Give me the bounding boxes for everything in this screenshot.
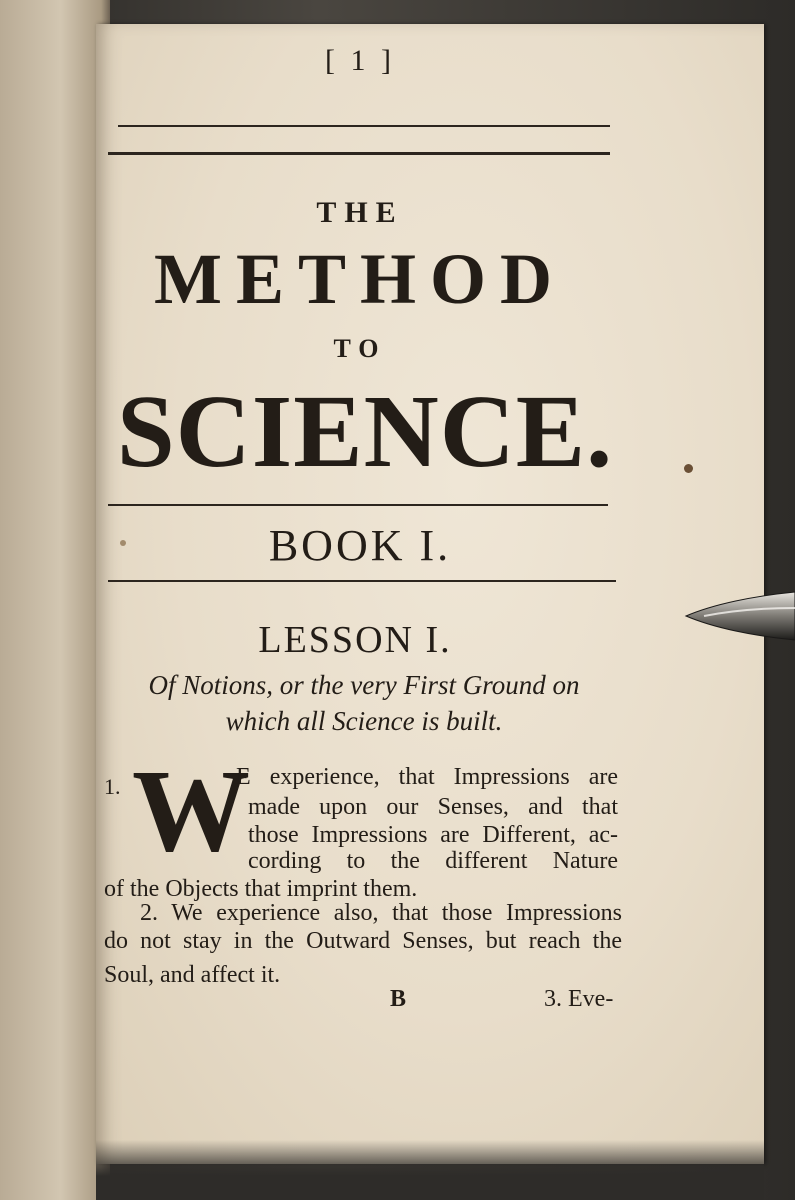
body-line: Soul, and affect it. (104, 962, 281, 988)
lesson-heading: LESSON I. (258, 619, 452, 661)
printer-signature: B (390, 986, 407, 1012)
page-shadow (96, 1140, 764, 1200)
title-line-the: THE (316, 196, 404, 229)
body-line: of the Objects that imprint them. (104, 876, 418, 902)
paragraph-number: 1. (104, 774, 121, 799)
drop-cap: W (132, 745, 250, 876)
lesson-subtitle-line: Of Notions, or the very First Ground on (148, 670, 580, 700)
facing-page-edge (0, 0, 110, 1200)
body-line: made upon our Senses, and that (248, 794, 618, 820)
body-line: do not stay in the Outward Senses, but reach the (104, 928, 622, 954)
body-line: cording to the different Nature (248, 848, 618, 874)
page-number: [ 1 ] (325, 44, 395, 77)
catchword: 3. Eve- (544, 986, 614, 1012)
top-rule-double (108, 152, 610, 155)
section-rule (108, 580, 616, 582)
title-line-science: SCIENCE. (116, 374, 614, 489)
lesson-subtitle-line: which all Science is built. (225, 706, 503, 736)
section-rule (108, 504, 608, 506)
body-line: 2. We experience also, that those Impressions (140, 900, 622, 926)
book-page (96, 24, 764, 1164)
foxing-spot (684, 464, 693, 473)
foxing-spot (120, 540, 126, 546)
title-line-to: TO (333, 334, 387, 363)
title-line-method: METHOD (153, 239, 566, 319)
body-line: E experience, that Impressions are (236, 764, 618, 790)
page-pointer-icon (684, 586, 795, 646)
body-line: those Impressions are Different, ac- (248, 822, 618, 848)
top-rule (118, 125, 610, 127)
book-heading: BOOK I. (268, 521, 452, 570)
